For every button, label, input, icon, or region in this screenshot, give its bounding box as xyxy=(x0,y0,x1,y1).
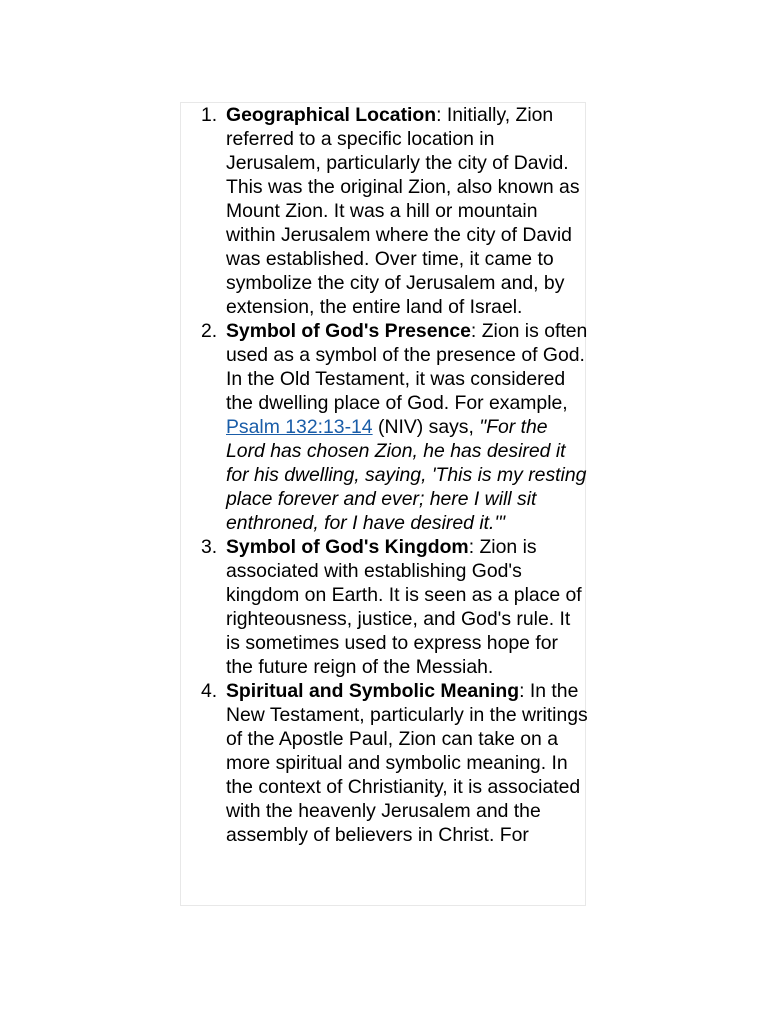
scripture-quote: "For the Lord has chosen Zion, he has desired it for his dwelling, saying, 'This is my resting place forever and ever; here I will sit enthroned, for I have desired it.'" xyxy=(226,416,587,534)
item-text: : Initially, Zion referred to a specific location in Jerusalem, particularly the city of David. This was the original Zion, also known as Mount Zion. It was a hill or mountain within Jerusalem where the city of David was established. Over time, it came to symbolize the city of Jerusalem and, by extension, the entire land of Israel. xyxy=(226,104,580,318)
item-text: : Zion is associated with establishing God's kingdom on Earth. It is seen as a place of righteousness, justice, and God's rule. It is sometimes used to express hope for the future reign of the Messiah. xyxy=(226,536,582,678)
list-number: 2. xyxy=(201,320,218,342)
list-number: 3. xyxy=(201,536,218,558)
item-text: : In the New Testament, particularly in the writings of the Apostle Paul, Zion can take on a more spiritual and symbolic meaning. In the context of Christianity, it is associated with the heavenly Jerusalem and the assembly of believers in Christ. For xyxy=(226,680,588,846)
item-term: Spiritual and Symbolic Meaning xyxy=(226,680,520,702)
list-number: 1. xyxy=(201,104,218,126)
list-item xyxy=(201,679,588,847)
meaning-list xyxy=(201,103,588,847)
item-text: (NIV) says, xyxy=(372,416,480,438)
item-term: Symbol of God's Presence xyxy=(226,320,471,342)
item-term: Geographical Location xyxy=(226,104,437,126)
list-item xyxy=(201,319,588,535)
scripture-link[interactable]: Psalm 132:13-14 xyxy=(226,416,373,438)
item-text: : Zion is often used as a symbol of the presence of God. In the Old Testament, it was considered the dwelling place of God. For example, xyxy=(226,320,588,414)
list-number: 4. xyxy=(201,680,218,702)
list-item xyxy=(201,103,588,319)
item-term: Symbol of God's Kingdom xyxy=(226,536,469,558)
list-item xyxy=(201,535,588,679)
